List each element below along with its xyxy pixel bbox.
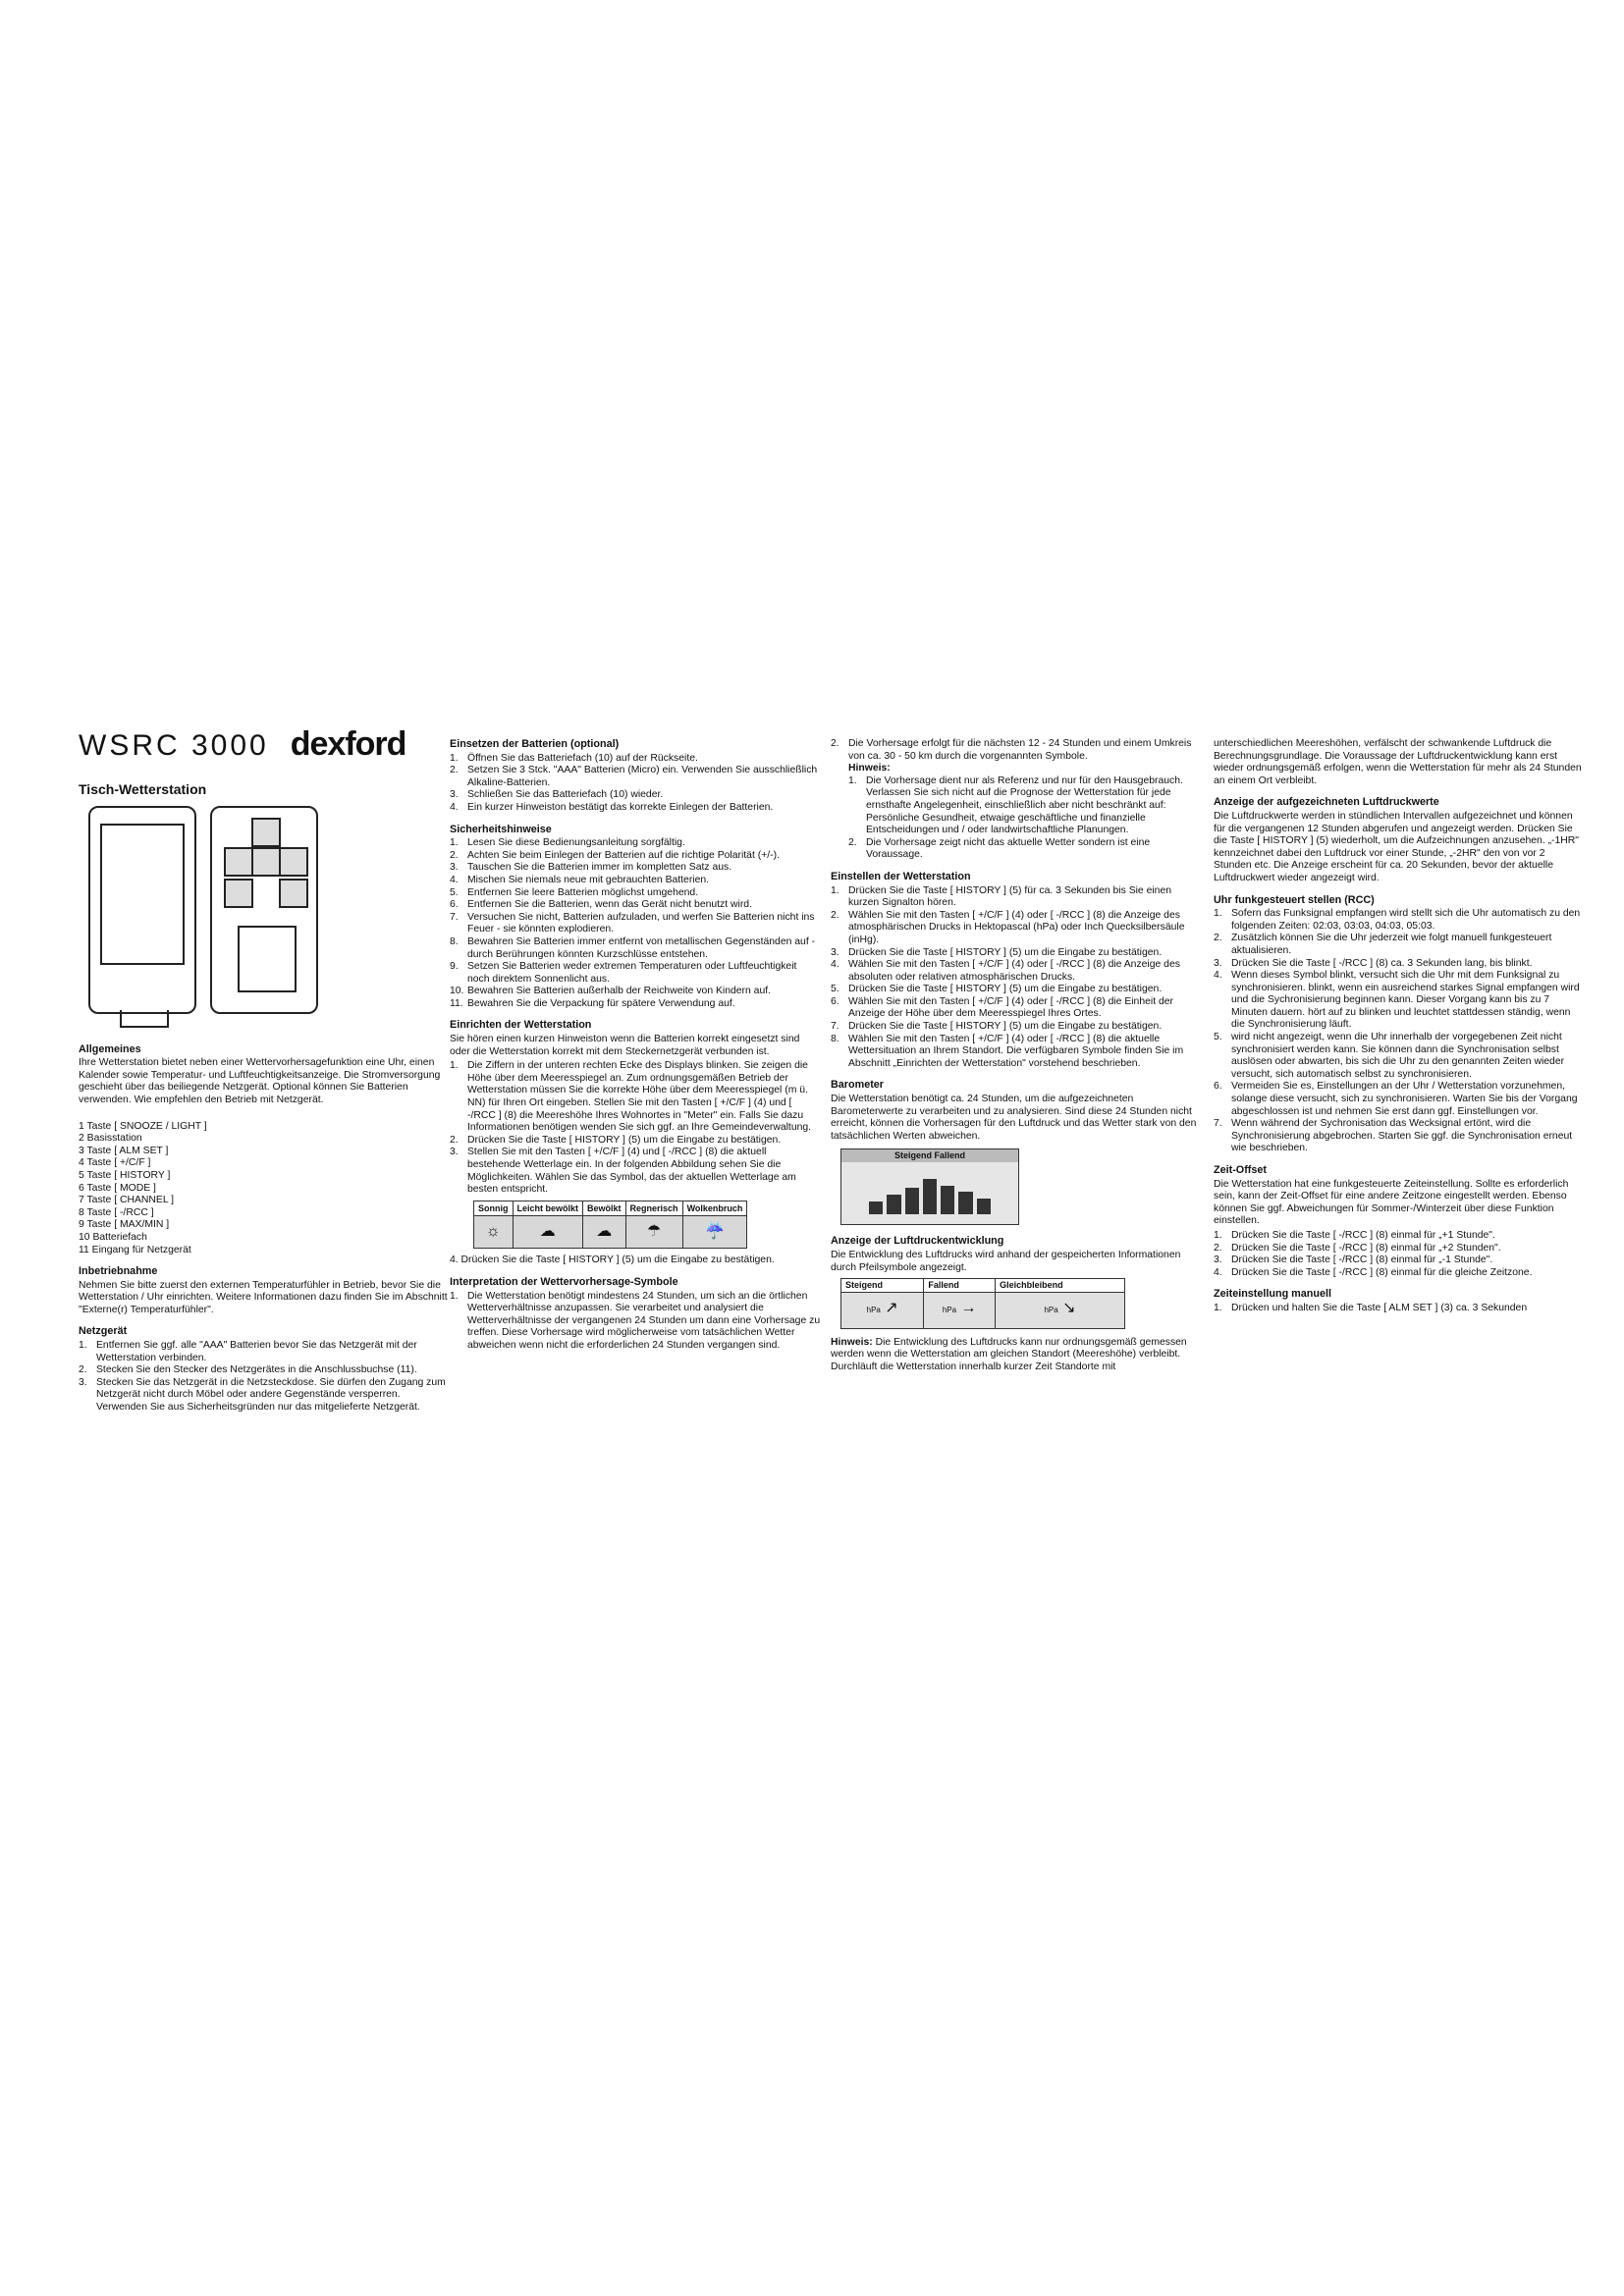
list-item: 5. wird nicht angezeigt, wenn die Uhr innerhalb der vorgegebenen Zeit nicht synchronisiert werden kann. Sie können dann die Synchronisation selbst auslösen oder abwarten, bis sich die Uhr zu den genannten Zeiten wieder versucht, sich automatisch selbst zu synchronisieren. xyxy=(1214,1032,1565,1080)
list-item: 5. Entfernen Sie leere Batterien möglichst umgehend. xyxy=(450,886,699,898)
hinweis2-text: Die Entwicklung des Luftdrucks kann nur ordnungsgemäß gemessen werden wenn die Wetterstation am gleichen Standort (Meereshöhe) verbleibt. Durchläuft die Wetterstation innerhalb kurzer Zeit Standorte mit xyxy=(831,1336,1187,1372)
parts-item: 2 Basisstation xyxy=(79,1133,142,1145)
section-title-rcc: Uhr funkgesteuert stellen (RCC) xyxy=(1214,893,1375,906)
list-item: 6. Wählen Sie mit den Tasten [ +/C/F ] (4) oder [ -/RCC ] (8) die Einheit der Anzeige der Höhe über dem Meeresspiegel Ihres Ortes. xyxy=(831,995,1173,1020)
list-item: 1. Die Ziffern in der unteren rechten Ecke des Displays blinken. Sie zeigen die Höhe über dem Meeresspiegel an. Zum ordnungsgemäßen Betrieb der Wetterstation müssen Sie die korrekte Höhe über dem Meeresspiegel (m ü. NN) für Ihren Ort eingeben. Stellen Sie mit den Tasten [ +/C/F ] (4) und [ -/RCC ] (8) die Meereshöhe Ihres Wohnortes in "Meter" ein. Falls Sie dazu Informationen benötigen wenden Sie sich ggf. an Ihre Gemeindeverwaltung. xyxy=(450,1060,812,1134)
stand-drawing xyxy=(120,1010,169,1028)
continued-text: unterschiedlichen Meereshöhen, verfälscht der schwankende Luftdruck die Berechnungsgrundlage. Die Voraussage der Luftdruckentwicklung kann erst wieder ordnungsgemäß erfolgen, wenn die Wetterstation für mehr als 24 Stunden an einem Ort verbleibt. xyxy=(1214,738,1582,786)
storm-icon: ☔ xyxy=(682,1216,747,1249)
parts-item: 8 Taste [ -/RCC ] xyxy=(79,1206,154,1218)
list-item: 1. Drücken und halten Sie die Taste [ ALM SET ] (3) ca. 3 Sekunden xyxy=(1214,1302,1528,1313)
parts-item: 9 Taste [ MAX/MIN ] xyxy=(79,1219,170,1231)
inbetrieb-text: Nehmen Sie bitte zuerst den externen Temperaturfühler in Betrieb, bevor Sie die Wetterstation / Uhr einrichten. Weitere Informationen dazu finden Sie im Abschnitt "Externe(r) Temperaturfühler". xyxy=(79,1279,448,1315)
list-item: 7. Drücken Sie die Taste [ HISTORY ] (5) um die Eingabe zu bestätigen. xyxy=(831,1021,1163,1033)
allgemeines-text: Ihre Wetterstation bietet neben einer Wettervorhersagefunktion eine Uhr, einen Kalender sowie Temperatur- und Luftfeuchtigkeitsanzeige. Die Stromversorgung geschieht über das beiliegende Netzgerät. Optional können Sie Batterien verwenden. Wie empfehlen den Betrieb mit Netzgerät. xyxy=(79,1057,441,1105)
list-item: 5. Drücken Sie die Taste [ HISTORY ] (5) um die Eingabe zu bestätigen. xyxy=(831,984,1163,995)
list-item: 3. Drücken Sie die Taste [ -/RCC ] (8) einmal für „-1 Stunde". xyxy=(1214,1255,1493,1266)
list-item: 3. Schließen Sie das Batteriefach (10) wieder. xyxy=(450,789,664,801)
list-item: 6. Entfernen Sie die Batterien, wenn das Gerät nicht benutzt wird. xyxy=(450,899,752,911)
button-drawing xyxy=(251,847,281,877)
parts-item: 6 Taste [ MODE ] xyxy=(79,1182,156,1194)
steady-arrow-icon: hPa → xyxy=(924,1292,996,1328)
weather-header: Bewölkt xyxy=(583,1201,626,1216)
section-title-anzeige: Anzeige der aufgezeichneten Luftdruckwerte xyxy=(1214,796,1439,809)
sun-icon: ☼ xyxy=(474,1216,514,1249)
front-view-drawing xyxy=(88,806,196,1014)
bar xyxy=(905,1188,919,1215)
parts-item: 3 Taste [ ALM SET ] xyxy=(79,1145,169,1156)
section-title-interpretation: Interpretation der Wettervorhersage-Symbole xyxy=(450,1275,678,1288)
list-item: 2. Die Vorhersage erfolgt für die nächsten 12 - 24 Stunden und einem Umkreis von ca. 30 - 50 km durch die vorgenannten Symbole. xyxy=(831,738,1192,762)
button-drawing xyxy=(224,879,253,908)
list-item: 8. Bewahren Sie Batterien immer entfernt von metallischen Gegenständen auf - durch Berührungen könnten Kurzschlüsse entstehen. xyxy=(450,935,816,960)
barometer-graphic xyxy=(840,1148,1019,1225)
section-title-einstellen: Einstellen der Wetterstation xyxy=(831,870,971,882)
model-title: WSRC 3000 xyxy=(79,729,269,762)
list-item: 1. Drücken Sie die Taste [ -/RCC ] (8) einmal für „+1 Stunde". xyxy=(1214,1229,1495,1241)
display-drawing xyxy=(100,824,185,965)
list-item: 3. Stellen Sie mit den Tasten [ +/C/F ] (4) und [ -/RCC ] (8) die aktuell bestehende Wetterlage ein. In der folgenden Abbildung sehen Sie die Möglichkeiten. Wählen Sie das Symbol, das der aktuellen Wetterlage am besten entspricht. xyxy=(450,1147,796,1196)
list-item: 1. Lesen Sie diese Bedienungsanleitung sorgfältig. xyxy=(450,837,685,849)
rcc-list xyxy=(1214,908,1585,1155)
list-item: 1. Die Wetterstation benötigt mindestens 24 Stunden, um sich an die örtlichen Wetterverhältnisse anzupassen. Sie verarbeitet und analysiert die Wetterverhältnisse der vergangenen 24 Stunden um dann eine Vorhersage zu treffen. Diese Vorhersage wird möglicherweise vom tatsächlichen Wetter abweichen wenn nicht die erforderlichen 24 Stunden vergangen sind. xyxy=(450,1290,821,1351)
list-item: 7. Wenn während der Sychronisation das Wecksignal ertönt, wird die Synchronisierung abgebrochen. Starten Sie ggf. die Synchronisation erneut wie beschrieben. xyxy=(1214,1118,1573,1154)
hinweis2-paragraph xyxy=(831,1337,1202,1374)
parts-item: 1 Taste [ SNOOZE / LIGHT ] xyxy=(79,1120,207,1132)
bar xyxy=(958,1192,972,1214)
netz-list xyxy=(79,1340,450,1415)
rising-arrow-icon: hPa ↗ xyxy=(841,1292,924,1328)
list-item: 1. Drücken Sie die Taste [ HISTORY ] (5) für ca. 3 Sekunden bis Sie einen kurzen Signalton hören. xyxy=(831,884,1172,909)
weather-header: Leicht bewölkt xyxy=(513,1201,583,1216)
anzeige-text: Die Luftdruckwerte werden in stündlichen Intervallen aufgezeichnet und können für die vergangenen 12 Stunden abgerufen und angezeigt werden. Drücken Sie die Taste [ HISTORY ] (5) wiederholt, um die Aufzeichnungen anzusehen. „-1HR" kennzeichnet dabei den Luftdruck vor einer Stunde, „-2HR" den von vor 2 Stunden etc. Die Anzeige erscheint für ca. 20 Sekunden, bevor der aktuelle Luftdruckwert wieder angezeigt wird. xyxy=(1214,810,1579,883)
barometer-graphic-label: Steigend Fallend xyxy=(841,1149,1018,1162)
list-item: 4. Mischen Sie niemals neue mit gebrauchten Batterien. xyxy=(450,874,710,885)
offset-list xyxy=(1214,1230,1585,1279)
section-title-trend: Anzeige der Luftdruckentwicklung xyxy=(831,1235,1004,1248)
einrichten-step4: 4. Drücken Sie die Taste [ HISTORY ] (5) um die Eingabe zu bestätigen. xyxy=(450,1255,775,1266)
button-drawing xyxy=(224,847,253,877)
battery-compartment-drawing xyxy=(238,926,297,992)
bar xyxy=(869,1201,883,1215)
list-item: 3. Drücken Sie die Taste [ HISTORY ] (5) um die Eingabe zu bestätigen. xyxy=(831,946,1163,958)
brand-logo: dexford xyxy=(290,725,406,763)
list-item: 11. Bewahren Sie die Verpackung für spätere Verwendung auf. xyxy=(450,997,735,1009)
section-title-batterien: Einsetzen der Batterien (optional) xyxy=(450,738,620,750)
einr-list xyxy=(450,1060,821,1197)
partly-cloudy-icon: ☁ xyxy=(513,1216,583,1249)
column-2 xyxy=(450,738,821,1353)
parts-item: 11 Eingang für Netzgerät xyxy=(79,1244,191,1255)
trend-text: Die Entwicklung des Luftdrucks wird anhand der gespeicherten Informationen durch Pfeilsymbole angezeigt. xyxy=(831,1250,1181,1273)
parts-item: 7 Taste [ CHANNEL ] xyxy=(79,1195,175,1206)
list-item: 2. Achten Sie beim Einlegen der Batterien auf die richtige Polarität (+/-). xyxy=(450,849,780,861)
button-drawing xyxy=(279,847,308,877)
column-3 xyxy=(831,738,1202,1376)
trend-header: Fallend xyxy=(924,1279,996,1293)
cloud-icon: ☁ xyxy=(583,1216,626,1249)
pressure-trend-table xyxy=(840,1278,1125,1329)
section-title-inbetriebnahme: Inbetriebnahme xyxy=(79,1265,158,1278)
trend-header: Gleichbleibend xyxy=(996,1279,1125,1293)
button-drawing xyxy=(251,818,281,847)
einst-list xyxy=(831,885,1202,1071)
hinweis-list xyxy=(831,775,1202,862)
falling-arrow-icon: hPa ↘ xyxy=(996,1292,1125,1328)
bar xyxy=(941,1186,954,1215)
list-item: 8. Wählen Sie mit den Tasten [ +/C/F ] (4) oder [ -/RCC ] (8) die aktuelle Wettersituation an Ihrem Standort. Die verfügbaren Symbole finden Sie im Abschnitt „Einrichten der Wetterstation" vorstehend beschrieben. xyxy=(831,1033,1184,1069)
button-drawing xyxy=(279,879,308,908)
weather-header: Regnerisch xyxy=(625,1201,682,1216)
parts-item: 5 Taste [ HISTORY ] xyxy=(79,1169,171,1181)
list-item: 4. Wählen Sie mit den Tasten [ +/C/F ] (4) oder [ -/RCC ] (8) die Anzeige des absoluten oder relativen atmosphärischen Drucks. xyxy=(831,959,1180,983)
parts-item: 4 Taste [ +/C/F ] xyxy=(79,1157,151,1169)
barometer-bars xyxy=(869,1169,991,1214)
list-item: 2. Zusätzlich können Sie die Uhr jederzeit wie folgt manuell funkgesteuert aktualisieren. xyxy=(1214,933,1552,956)
list-item: 3. Drücken Sie die Taste [ -/RCC ] (8) ca. 3 Sekunden lang, bis blinkt. xyxy=(1214,957,1533,969)
hinweis-label: Hinweis: xyxy=(848,763,891,774)
list-item: 3. Tauschen Sie die Batterien immer im kompletten Satz aus. xyxy=(450,862,732,874)
list-item: 4. Drücken Sie die Taste [ -/RCC ] (8) einmal für die gleiche Zeitzone. xyxy=(1214,1266,1533,1278)
list-item: 4. Ein kurzer Hinweiston bestätigt das korrekte Einlegen der Batterien. xyxy=(450,801,774,813)
list-item: 1. Die Vorhersage dient nur als Referenz und nur für den Hausgebrauch. Verlassen Sie sich nicht auf die Prognose der Wetterstation für jede ernsthafte Angelegenheit, einschließlich aber nicht beschränkt auf: Persönliche Gesundheit, etwaige geschäftliche und finanzielle Entscheidungen und / oder landwirtschaftliche Planungen. xyxy=(848,774,1183,836)
list-item: 3. Stecken Sie das Netzgerät in die Netzsteckdose. Sie dürfen den Zugang zum Netzgerät nicht durch Möbel oder andere Gegenstände versperren. Verwenden Sie aus Sicherheitsgründen nur das mitgelieferte Netzgerät. xyxy=(79,1376,446,1414)
list-item: 1. Öffnen Sie das Batteriefach (10) auf der Rückseite. xyxy=(450,752,698,764)
parts-list xyxy=(79,1121,450,1257)
list-item: 2. Drücken Sie die Taste [ -/RCC ] (8) einmal für „+2 Stunden". xyxy=(1214,1242,1501,1254)
section-title-manuell: Zeiteinstellung manuell xyxy=(1214,1288,1331,1301)
barometer-text: Die Wetterstation benötigt ca. 24 Stunden, um die aufgezeichneten Barometerwerte zu verarbeiten und zu analysieren. Sind diese 24 Stunden nicht erreicht, können die Vorhersagen für den Luftdruck und das Wetter stark von den tatsächlichen Werten abweichen. xyxy=(831,1094,1197,1142)
section-title-offset: Zeit-Offset xyxy=(1214,1164,1267,1176)
einrichten-text: Sie hören einen kurzen Hinweiston wenn die Batterien korrekt eingesetzt sind oder die Wetterstation korrekt mit dem Steckernetzgerät verbunden ist. xyxy=(450,1034,800,1057)
list-item: 2. Stecken Sie den Stecker des Netzgerätes in die Anschlussbuchse (11). xyxy=(79,1364,417,1376)
column-4 xyxy=(1214,738,1585,1315)
section-title-netzgeraet: Netzgerät xyxy=(79,1325,128,1338)
list-item: 7. Versuchen Sie nicht, Batterien aufzuladen, und werfen Sie Batterien nicht ins Feuer - sie könnten explodieren. xyxy=(450,911,815,935)
sich-list xyxy=(450,837,821,1010)
list-item: 2. Wählen Sie mit den Tasten [ +/C/F ] (4) oder [ -/RCC ] (8) die Anzeige des atmosphärischen Drucks in Hektopascal (hPa) oder Inch Quecksilbersäule (inHg). xyxy=(831,909,1185,945)
list-item: 2. Drücken Sie die Taste [ HISTORY ] (5) um die Eingabe zu bestätigen. xyxy=(450,1134,782,1146)
bar xyxy=(887,1195,900,1215)
section-title-barometer: Barometer xyxy=(831,1079,885,1092)
list-item: 2. Setzen Sie 3 Stck. "AAA" Batterien (Micro) ein. Verwenden Sie ausschließlich Alkaline-Batterien. xyxy=(450,765,818,788)
list-item: 1. Entfernen Sie ggf. alle "AAA" Batterien bevor Sie das Netzgerät mit der Wetterstation verbinden. xyxy=(79,1340,417,1363)
list-item: 9. Setzen Sie Batterien weder extremen Temperaturen oder Luftfeuchtigkeit noch direktem Sonnenlicht aus. xyxy=(450,961,797,985)
bar xyxy=(923,1179,937,1215)
weather-header: Wolkenbruch xyxy=(682,1201,747,1216)
manual-sheet xyxy=(0,725,1624,1543)
list-item: 10. Bewahren Sie Batterien außerhalb der Reichweite von Kindern auf. xyxy=(450,986,772,997)
weather-symbol-table xyxy=(473,1201,747,1250)
column-1 xyxy=(79,725,450,1415)
device-illustrations xyxy=(88,806,450,1032)
offset-text: Die Wetterstation hat eine funkgesteuerte Zeiteinstellung. Sollte es erforderlich sein, kann der Zeit-Offset für eine andere Zeitzone eingestellt werden. Ebenso können Sie ggf. Abweichungen für Sommer-/Winterzeit über diese Funktion einstellen. xyxy=(1214,1178,1569,1227)
section-title-allgemeines: Allgemeines xyxy=(79,1042,141,1055)
list-item: 6. Vermeiden Sie es, Einstellungen an der Uhr / Wetterstation vorzunehmen, solange diese versucht, sich zu synchronisieren. Warten Sie bis der Vorgang abgeschlossen ist und nehmen Sie erst dann ggf. Einstellungen vor. xyxy=(1214,1081,1578,1117)
brand-header xyxy=(79,725,450,775)
section-title-sicherheit: Sicherheitshinweise xyxy=(450,823,552,835)
parts-item: 10 Batteriefach xyxy=(79,1231,147,1243)
page-subtitle: Tisch-Wetterstation xyxy=(79,781,207,797)
hinweis2-label: Hinweis: xyxy=(831,1336,873,1348)
weather-header: Sonnig xyxy=(474,1201,514,1216)
list-item: 2. Die Vorhersage zeigt nicht das aktuelle Wetter sondern ist eine Voraussage. xyxy=(848,836,1151,861)
batt-list xyxy=(450,753,821,815)
list-item: 4. Wenn dieses Symbol blinkt, versucht sich die Uhr mit dem Funksignal zu synchronisieren. blinkt, wenn ein ausreichend starkes Signal empfangen wird und die Sychronisierung beginnen kann. Dieser Vorgang kann bis zu 7 Minuten dauern. hört auf zu blinken und leuchtet stattdessen ständig, wenn die Synchronisierung läuft. xyxy=(1214,970,1580,1031)
bar xyxy=(977,1199,991,1214)
section-title-einrichten: Einrichten der Wetterstation xyxy=(450,1019,592,1032)
list-item: 1. Sofern das Funksignal empfangen wird stellt sich die Uhr automatisch zu den folgenden Zeiten: 02:03, 03:03, 04:03, 05:03. xyxy=(1214,908,1581,932)
back-view-drawing xyxy=(210,806,318,1014)
rain-icon: ☂ xyxy=(625,1216,682,1249)
trend-header: Steigend xyxy=(841,1279,924,1293)
